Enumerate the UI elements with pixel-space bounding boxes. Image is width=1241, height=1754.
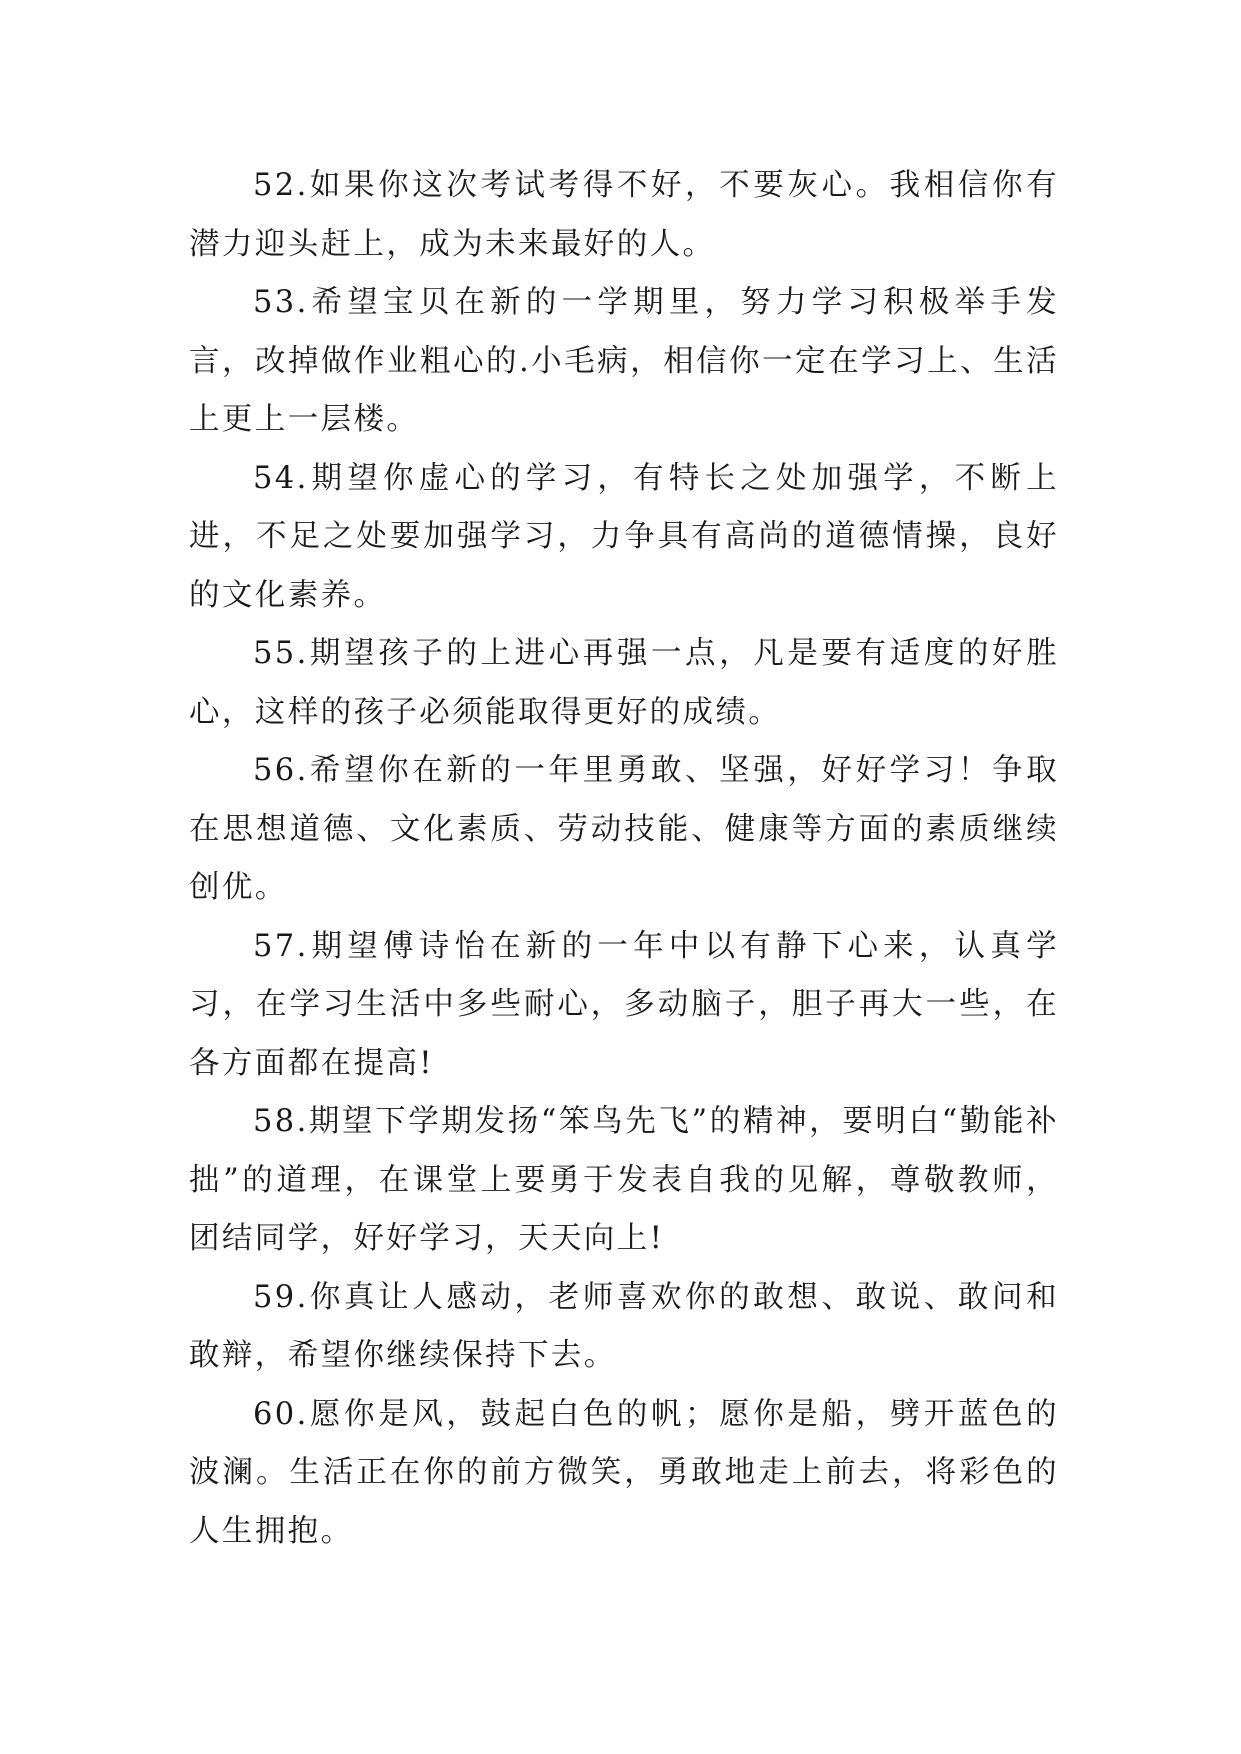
paragraph-56: 56.希望你在新的一年里勇敢、坚强，好好学习！争取在思想道德、文化素质、劳动技能、健康等方面的素质继续创优。 (189, 753, 1059, 905)
paragraph-58: 58.期望下学期发扬“笨鸟先飞”的精神，要明白“勤能补拙”的道理，在课堂上要勇于发表自我的见解，尊敬教师，团结同学，好好学习，天天向上! (189, 1104, 1059, 1256)
paragraph-59: 59.你真让人感动，老师喜欢你的敢想、敢说、敢问和敢辩，希望你继续保持下去。 (189, 1279, 1059, 1373)
paragraph-52: 52.如果你这次考试考得不好，不要灰心。我相信你有潜力迎头赶上，成为未来最好的人。 (189, 168, 1059, 262)
paragraph-57: 57.期望傅诗怡在新的一年中以有静下心来，认真学习，在学习生活中多些耐心，多动脑子，胆子再大一些，在各方面都在提高! (189, 928, 1059, 1081)
paragraph-60: 60.愿你是风，鼓起白色的帆；愿你是船，劈开蓝色的波澜。生活正在你的前方微笑，勇敢地走上前去，将彩色的人生拥抱。 (189, 1396, 1059, 1549)
paragraph-53: 53.希望宝贝在新的一学期里，努力学习积极举手发言，改掉做作业粗心的.小毛病，相信你一定在学习上、生活上更上一层楼。 (189, 285, 1059, 437)
paragraph-54: 54.期望你虚心的学习，有特长之处加强学，不断上进，不足之处要加强学习，力争具有高尚的道德情操，良好的文化素养。 (189, 460, 1059, 613)
document-body (189, 157, 1059, 1561)
paragraph-55: 55.期望孩子的上进心再强一点，凡是要有适度的好胜心，这样的孩子必须能取得更好的成绩。 (189, 636, 1059, 730)
